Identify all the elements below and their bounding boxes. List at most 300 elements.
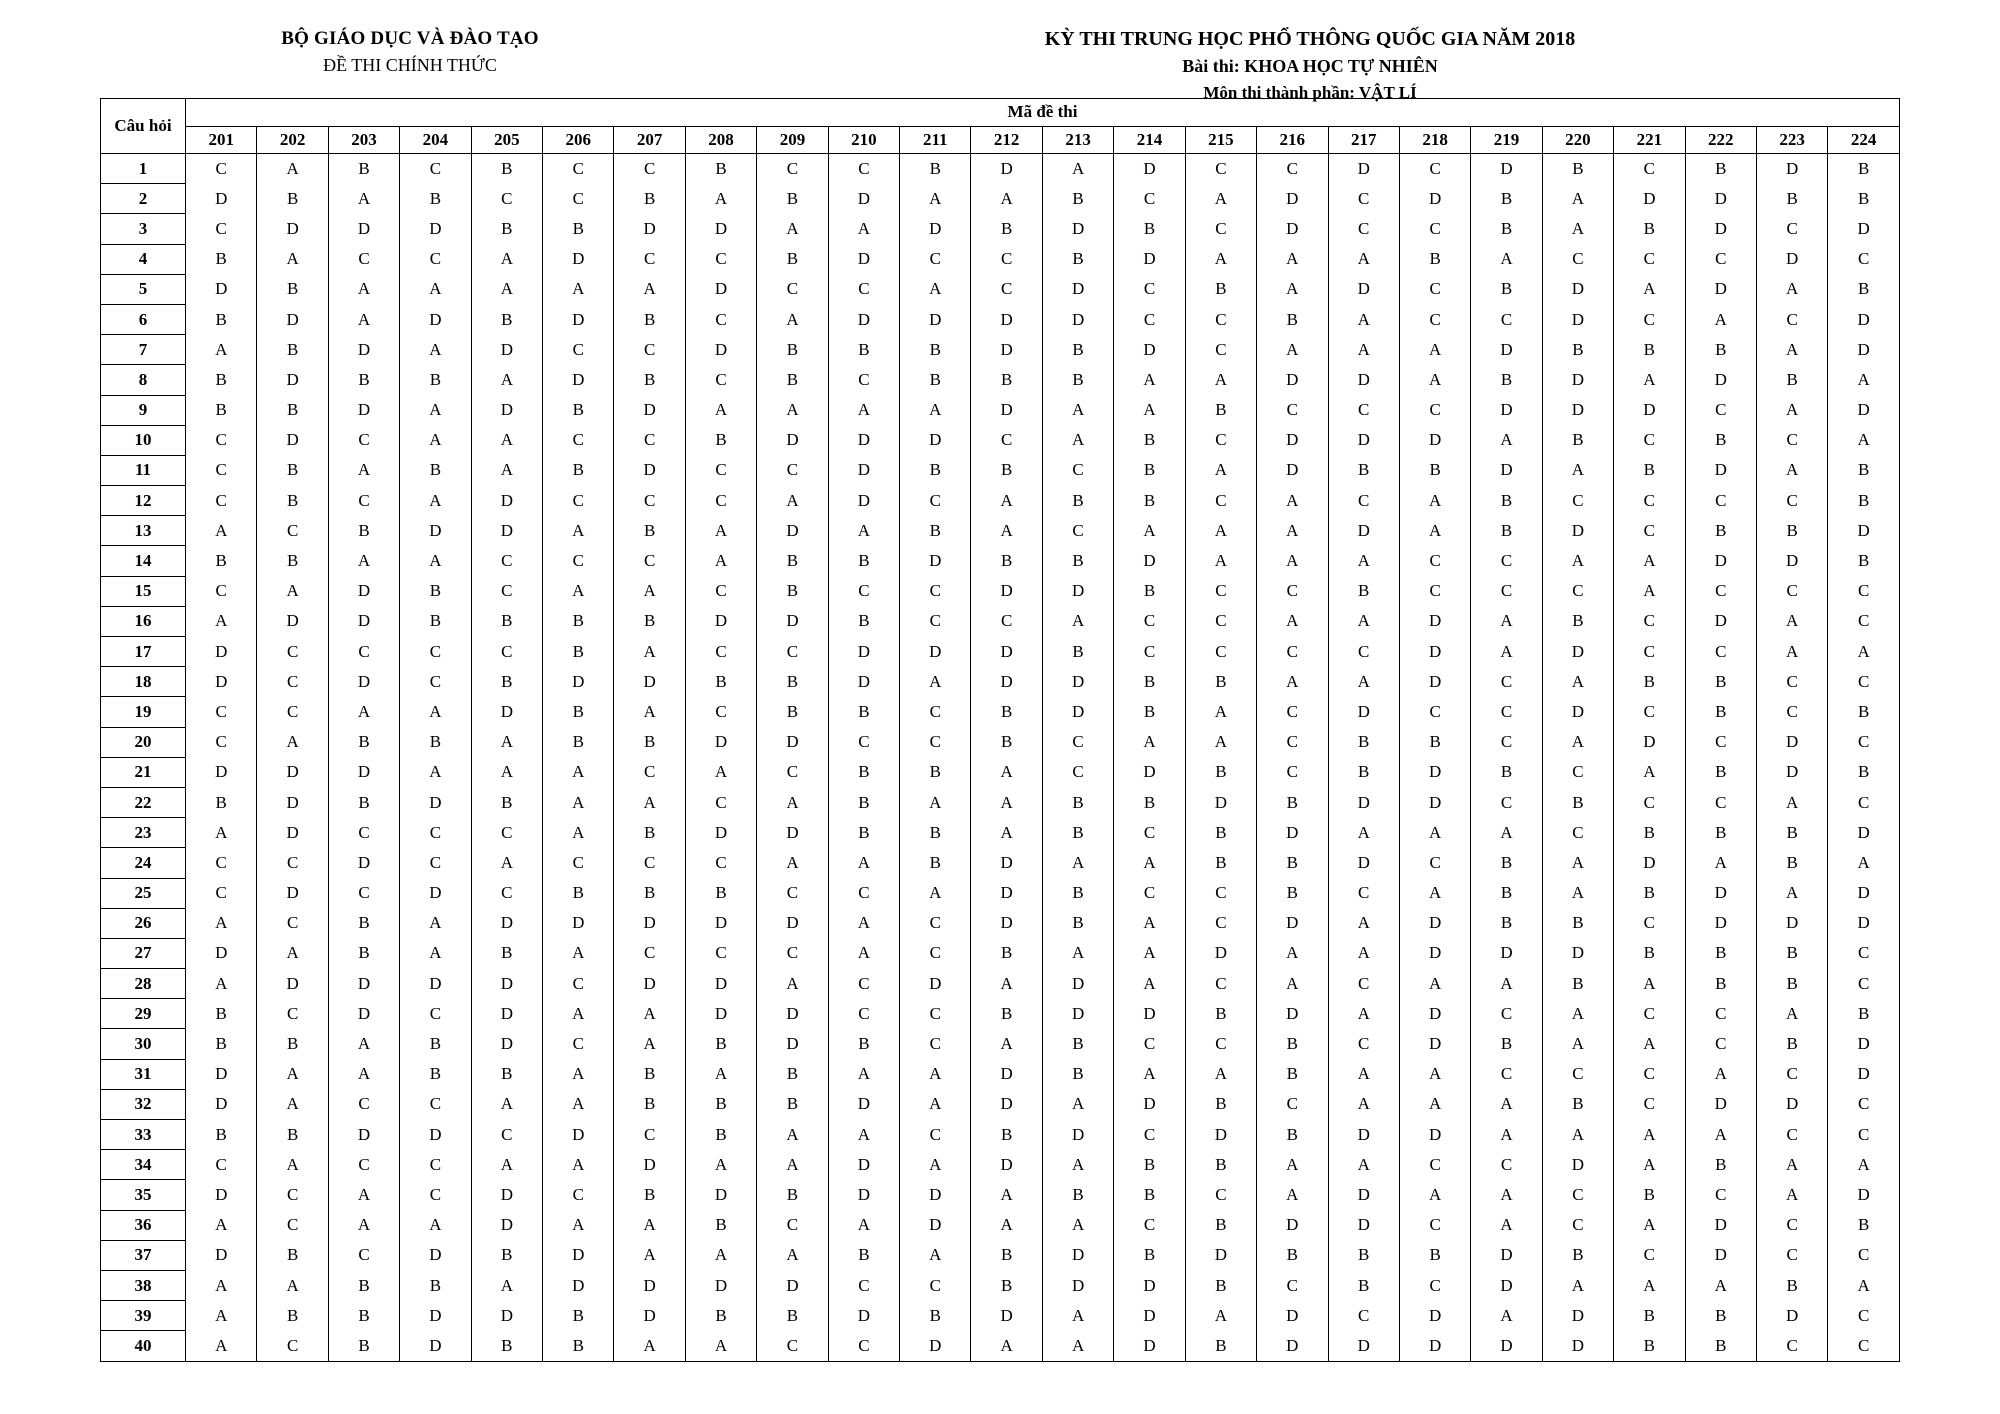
answer-cell: B <box>328 1331 399 1361</box>
answer-cell: D <box>1828 908 1900 938</box>
answer-cell: A <box>1185 546 1256 576</box>
question-number: 37 <box>101 1240 186 1270</box>
answer-cell: D <box>1685 606 1756 636</box>
answer-cell: D <box>971 304 1042 334</box>
answer-cell: B <box>1471 848 1542 878</box>
answer-cell: C <box>1328 184 1399 214</box>
answer-cell: B <box>1542 335 1613 365</box>
answer-cell: D <box>1471 335 1542 365</box>
answer-cell: A <box>1471 1301 1542 1331</box>
answer-cell: D <box>1399 787 1470 817</box>
answer-cell: A <box>828 1210 899 1240</box>
answer-cell: A <box>1328 908 1399 938</box>
answer-cell: D <box>186 274 257 304</box>
answer-cell: D <box>1328 154 1399 184</box>
answer-cell: A <box>1257 606 1328 636</box>
answer-cell: D <box>1257 214 1328 244</box>
answer-cell: B <box>1685 1331 1756 1361</box>
answer-cell: A <box>900 878 971 908</box>
answer-cell: A <box>1328 1089 1399 1119</box>
answer-cell: D <box>1828 516 1900 546</box>
answer-cell: A <box>1328 606 1399 636</box>
answer-cell: A <box>1042 1089 1113 1119</box>
answer-cell: C <box>685 848 756 878</box>
answer-cell: C <box>400 244 471 274</box>
answer-cell: C <box>1114 878 1185 908</box>
exam-code-header: 223 <box>1756 126 1827 154</box>
answer-cell: A <box>543 757 614 787</box>
answer-cell: A <box>1042 154 1113 184</box>
answer-cell: C <box>900 999 971 1029</box>
answer-cell: B <box>1471 214 1542 244</box>
answer-cell: A <box>1185 455 1256 485</box>
answer-cell: A <box>471 1150 542 1180</box>
answer-cell: C <box>1328 214 1399 244</box>
answer-cell: A <box>1614 1150 1685 1180</box>
question-number: 34 <box>101 1150 186 1180</box>
answer-cell: A <box>328 304 399 334</box>
answer-cell: C <box>1471 999 1542 1029</box>
answer-cell: C <box>1685 787 1756 817</box>
answer-cell: D <box>471 1180 542 1210</box>
answer-cell: A <box>186 969 257 999</box>
answer-cell: A <box>1542 184 1613 214</box>
exam-code-header: 213 <box>1042 126 1113 154</box>
answer-cell: B <box>186 365 257 395</box>
answer-cell: D <box>1399 637 1470 667</box>
answer-cell: D <box>400 1301 471 1331</box>
answer-cell: B <box>685 1210 756 1240</box>
answer-cell: D <box>757 606 828 636</box>
answer-cell: D <box>685 818 756 848</box>
answer-cell: D <box>186 938 257 968</box>
answer-cell: C <box>1042 757 1113 787</box>
table-row <box>101 1029 1900 1059</box>
answer-cell: C <box>757 455 828 485</box>
answer-cell: D <box>757 727 828 757</box>
answer-cell: C <box>1614 425 1685 455</box>
answer-cell: D <box>1328 425 1399 455</box>
answer-cell: C <box>186 878 257 908</box>
answer-cell: C <box>1756 576 1827 606</box>
answer-cell: B <box>1257 848 1328 878</box>
answer-cell: A <box>471 244 542 274</box>
question-number: 18 <box>101 667 186 697</box>
answer-cell: B <box>1542 969 1613 999</box>
answer-cell: A <box>1542 727 1613 757</box>
answer-cell: D <box>1257 999 1328 1029</box>
answer-cell: B <box>328 516 399 546</box>
answer-cell: C <box>543 546 614 576</box>
answer-cell: A <box>1614 1029 1685 1059</box>
answer-cell: A <box>1185 727 1256 757</box>
answer-cell: A <box>1471 606 1542 636</box>
answer-cell: A <box>400 425 471 455</box>
answer-cell: C <box>1614 244 1685 274</box>
answer-cell: C <box>186 425 257 455</box>
answer-cell: D <box>400 787 471 817</box>
answer-cell: A <box>543 999 614 1029</box>
answer-cell: C <box>900 727 971 757</box>
answer-cell: D <box>971 576 1042 606</box>
answer-cell: B <box>1614 335 1685 365</box>
answer-cell: C <box>1542 1210 1613 1240</box>
document-header <box>100 22 1900 102</box>
answer-cell: C <box>1828 667 1900 697</box>
answer-cell: C <box>685 697 756 727</box>
answer-cell: B <box>614 818 685 848</box>
answer-cell: A <box>828 938 899 968</box>
answer-cell: A <box>1471 1180 1542 1210</box>
answer-cell: B <box>186 546 257 576</box>
answer-cell: B <box>1542 154 1613 184</box>
answer-cell: A <box>1328 1059 1399 1089</box>
answer-cell: D <box>471 1301 542 1331</box>
answer-cell: C <box>1114 304 1185 334</box>
answer-cell: B <box>1042 486 1113 516</box>
answer-cell: D <box>685 1180 756 1210</box>
answer-cell: C <box>186 455 257 485</box>
header-left-block <box>100 22 720 78</box>
answer-cell: B <box>828 546 899 576</box>
answer-cell: A <box>1328 244 1399 274</box>
answer-cell: C <box>1614 787 1685 817</box>
answer-cell: C <box>1185 214 1256 244</box>
answer-cell: B <box>1542 606 1613 636</box>
answer-cell: D <box>328 969 399 999</box>
answer-cell: A <box>1257 244 1328 274</box>
answer-cell: C <box>971 274 1042 304</box>
answer-cell: B <box>400 365 471 395</box>
answer-cell: C <box>1828 1120 1900 1150</box>
answer-cell: D <box>900 425 971 455</box>
answer-cell: D <box>1828 878 1900 908</box>
answer-cell: C <box>1471 727 1542 757</box>
answer-cell: A <box>614 637 685 667</box>
answer-cell: B <box>971 727 1042 757</box>
answer-cell: C <box>971 606 1042 636</box>
answer-cell: C <box>1685 395 1756 425</box>
answer-cell: A <box>614 1331 685 1361</box>
answer-cell: B <box>900 757 971 787</box>
answer-cell: D <box>1257 184 1328 214</box>
answer-cell: D <box>685 606 756 636</box>
answer-cell: B <box>1828 154 1900 184</box>
answer-cell: C <box>1114 1029 1185 1059</box>
answer-cell: D <box>186 667 257 697</box>
answer-cell: D <box>1042 1120 1113 1150</box>
answer-cell: B <box>1114 455 1185 485</box>
answer-cell: D <box>471 516 542 546</box>
answer-cell: A <box>186 1331 257 1361</box>
answer-cell: D <box>1828 1029 1900 1059</box>
answer-cell: D <box>1257 425 1328 455</box>
answer-cell: B <box>614 1089 685 1119</box>
answer-cell: C <box>1328 969 1399 999</box>
answer-cell: C <box>257 999 328 1029</box>
answer-cell: A <box>1042 1210 1113 1240</box>
answer-cell: C <box>1756 304 1827 334</box>
answer-cell: D <box>757 1029 828 1059</box>
answer-cell: D <box>685 214 756 244</box>
answer-cell: D <box>1114 757 1185 787</box>
answer-cell: A <box>1756 395 1827 425</box>
answer-cell: C <box>685 304 756 334</box>
answer-cell: C <box>1828 969 1900 999</box>
answer-cell: C <box>614 244 685 274</box>
answer-cell: C <box>543 1180 614 1210</box>
table-row <box>101 757 1900 787</box>
answer-cell: B <box>1114 1150 1185 1180</box>
answer-cell: B <box>257 455 328 485</box>
answer-cell: C <box>1399 848 1470 878</box>
answer-cell: B <box>1328 727 1399 757</box>
answer-cell: C <box>1471 546 1542 576</box>
answer-cell: C <box>1542 244 1613 274</box>
answer-cell: A <box>1685 1120 1756 1150</box>
answer-cell: C <box>1542 757 1613 787</box>
answer-cell: A <box>1399 818 1470 848</box>
answer-cell: D <box>1257 365 1328 395</box>
answer-cell: D <box>328 214 399 244</box>
answer-cell: C <box>1328 1301 1399 1331</box>
answer-cell: D <box>1756 727 1827 757</box>
answer-cell: C <box>1042 516 1113 546</box>
answer-cell: C <box>1185 606 1256 636</box>
answer-cell: C <box>1042 727 1113 757</box>
answer-cell: B <box>1185 395 1256 425</box>
answer-cell: B <box>186 787 257 817</box>
answer-cell: D <box>1114 999 1185 1029</box>
answer-cell: A <box>971 1331 1042 1361</box>
answer-cell: B <box>1328 1240 1399 1270</box>
answer-cell: B <box>757 1059 828 1089</box>
answer-cell: B <box>900 335 971 365</box>
answer-cell: C <box>1257 757 1328 787</box>
answer-cell: C <box>1614 1240 1685 1270</box>
question-number: 31 <box>101 1059 186 1089</box>
answer-cell: D <box>900 214 971 244</box>
answer-cell: A <box>186 1270 257 1300</box>
answer-cell: B <box>1114 576 1185 606</box>
answer-cell: A <box>900 1089 971 1119</box>
answer-cell: A <box>328 455 399 485</box>
answer-cell: B <box>685 1301 756 1331</box>
answer-cell: C <box>900 606 971 636</box>
answer-cell: B <box>471 1240 542 1270</box>
answer-cell: B <box>543 697 614 727</box>
answer-cell: C <box>1185 304 1256 334</box>
exam-code-header: 212 <box>971 126 1042 154</box>
answer-cell: B <box>1685 425 1756 455</box>
table-row <box>101 697 1900 727</box>
answer-cell: D <box>1756 154 1827 184</box>
answer-cell: B <box>1614 1331 1685 1361</box>
answer-cell: C <box>186 486 257 516</box>
answer-cell: B <box>1542 908 1613 938</box>
answer-cell: D <box>1399 1331 1470 1361</box>
answer-cell: D <box>971 395 1042 425</box>
answer-cell: A <box>1828 425 1900 455</box>
question-number: 29 <box>101 999 186 1029</box>
answer-cell: C <box>1185 1029 1256 1059</box>
answer-cell: A <box>543 938 614 968</box>
answer-cell: C <box>400 1089 471 1119</box>
answer-cell: B <box>828 787 899 817</box>
answer-cell: D <box>1542 637 1613 667</box>
answer-cell: B <box>186 1120 257 1150</box>
answer-cell: A <box>1328 304 1399 334</box>
answer-cell: C <box>1542 486 1613 516</box>
answer-cell: A <box>685 546 756 576</box>
answer-cell: A <box>543 1210 614 1240</box>
answer-cell: A <box>828 848 899 878</box>
answer-cell: A <box>1114 1059 1185 1089</box>
answer-cell: D <box>257 214 328 244</box>
answer-cell: D <box>971 848 1042 878</box>
answer-cell: A <box>1114 969 1185 999</box>
answer-cell: A <box>1828 637 1900 667</box>
answer-cell: A <box>971 184 1042 214</box>
answer-cell: C <box>1114 637 1185 667</box>
answer-cell: B <box>1042 787 1113 817</box>
answer-cell: C <box>543 1029 614 1059</box>
answer-cell: C <box>1542 1059 1613 1089</box>
answer-cell: D <box>1114 1089 1185 1119</box>
answer-cell: D <box>257 365 328 395</box>
answer-cell: D <box>828 667 899 697</box>
header-row-codes <box>101 126 1900 154</box>
question-number: 4 <box>101 244 186 274</box>
answer-cell: C <box>614 938 685 968</box>
answer-cell: D <box>1399 1120 1470 1150</box>
answer-cell: A <box>1114 848 1185 878</box>
answer-cell: C <box>1257 727 1328 757</box>
answer-cell: A <box>1185 697 1256 727</box>
answer-cell: A <box>1042 1301 1113 1331</box>
exam-subject-group: Bài thi: KHOA HỌC TỰ NHIÊN <box>1182 56 1438 76</box>
answer-cell: D <box>543 304 614 334</box>
answer-cell: B <box>828 697 899 727</box>
answer-cell: D <box>1042 1240 1113 1270</box>
answer-cell: C <box>1185 335 1256 365</box>
answer-cell: D <box>1471 1270 1542 1300</box>
table-row <box>101 878 1900 908</box>
answer-cell: A <box>186 908 257 938</box>
answer-cell: C <box>1328 395 1399 425</box>
answer-cell: B <box>1828 455 1900 485</box>
answer-cell: A <box>257 1150 328 1180</box>
answer-cell: C <box>1471 1059 1542 1089</box>
answer-cell: D <box>257 304 328 334</box>
answer-cell: C <box>186 727 257 757</box>
answer-cell: A <box>1614 365 1685 395</box>
answer-cell: D <box>471 697 542 727</box>
answer-cell: A <box>1542 878 1613 908</box>
answer-cell: C <box>1399 154 1470 184</box>
answer-cell: A <box>471 727 542 757</box>
answer-cell: B <box>257 546 328 576</box>
answer-cell: C <box>1471 1150 1542 1180</box>
answer-cell: D <box>328 757 399 787</box>
answer-cell: D <box>1042 1270 1113 1300</box>
answer-cell: A <box>971 516 1042 546</box>
table-row <box>101 1120 1900 1150</box>
answer-cell: A <box>328 184 399 214</box>
exam-code-header: 208 <box>685 126 756 154</box>
answer-cell: B <box>1542 1240 1613 1270</box>
answer-cell: D <box>1114 335 1185 365</box>
answer-cell: A <box>685 757 756 787</box>
answer-cell: B <box>685 1120 756 1150</box>
answer-cell: B <box>614 516 685 546</box>
answer-cell: C <box>328 637 399 667</box>
answer-cell: B <box>543 214 614 244</box>
answer-cell: D <box>971 1301 1042 1331</box>
question-number: 9 <box>101 395 186 425</box>
answer-cell: B <box>1471 486 1542 516</box>
answer-cell: B <box>1756 184 1827 214</box>
answer-cell: C <box>1257 637 1328 667</box>
answer-cell: D <box>1828 1180 1900 1210</box>
answer-cell: B <box>543 637 614 667</box>
answer-cell: C <box>1471 787 1542 817</box>
answer-cell: A <box>257 244 328 274</box>
answer-cell: B <box>257 1029 328 1059</box>
answer-cell: D <box>400 878 471 908</box>
answer-cell: A <box>1185 516 1256 546</box>
answer-cell: D <box>1399 425 1470 455</box>
exam-code-header: 206 <box>543 126 614 154</box>
answer-cell: B <box>543 395 614 425</box>
answer-cell: A <box>1328 335 1399 365</box>
answer-cell: A <box>614 274 685 304</box>
table-row <box>101 969 1900 999</box>
question-number: 12 <box>101 486 186 516</box>
answer-cell: B <box>1042 1180 1113 1210</box>
answer-cell: D <box>1685 1240 1756 1270</box>
answer-cell: B <box>186 304 257 334</box>
answer-cell: D <box>1328 516 1399 546</box>
answer-cell: D <box>328 999 399 1029</box>
answer-cell: D <box>1257 1331 1328 1361</box>
answer-cell: B <box>400 1059 471 1089</box>
answer-cell: A <box>1614 1120 1685 1150</box>
answer-cell: D <box>543 1270 614 1300</box>
answer-cell: A <box>1542 1029 1613 1059</box>
answer-cell: C <box>757 1331 828 1361</box>
answer-cell: D <box>257 787 328 817</box>
answer-cell: C <box>400 999 471 1029</box>
answer-cell: B <box>257 184 328 214</box>
answer-cell: D <box>400 1240 471 1270</box>
question-number: 23 <box>101 818 186 848</box>
answer-cell: A <box>257 727 328 757</box>
table-row <box>101 637 1900 667</box>
answer-cell: A <box>1257 969 1328 999</box>
answer-cell: C <box>1828 1089 1900 1119</box>
answer-cell: C <box>1114 184 1185 214</box>
answer-cell: B <box>1114 214 1185 244</box>
answer-cell: B <box>328 908 399 938</box>
answer-cell: B <box>1685 757 1756 787</box>
answer-cell: C <box>1399 395 1470 425</box>
answer-cell: C <box>685 455 756 485</box>
answer-cell: A <box>328 274 399 304</box>
answer-cell: C <box>1828 1331 1900 1361</box>
answer-cell: D <box>1399 1029 1470 1059</box>
answer-cell: C <box>1399 214 1470 244</box>
